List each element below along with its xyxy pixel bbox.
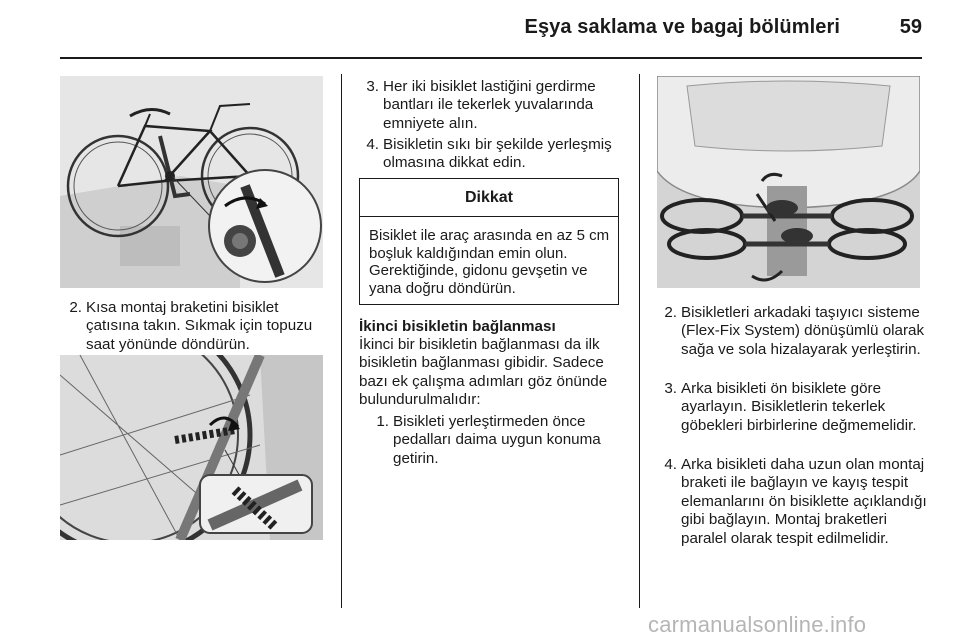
list-item-step-2: [60, 299, 330, 354]
figure-two-bikes-carrier: [657, 76, 920, 288]
list-number: 4.: [664, 456, 677, 473]
list-item-step-2: [655, 304, 930, 359]
list-number: 2.: [664, 304, 677, 321]
list-text: Her iki bisiklet lastiğini gerdirme bantları ile tekerlek yuvalarında emniyete alın.: [383, 78, 596, 132]
list-number: 1.: [376, 413, 389, 430]
list-number: 2.: [69, 299, 82, 316]
section-heading: İkinci bisikletin bağlanması: [359, 318, 556, 335]
notice-body: Bisiklet ile araç arasında en az 5 cm boşluk kaldığından emin olun. Gerektiğinde, gidonu gevşetin ve yana doğru döndürün.: [369, 227, 610, 297]
list-text: Kısa montaj braketini bisiklet çatısına takın. Sıkmak için topuzu saat yönünde döndürün.: [86, 299, 313, 353]
list-item-step-3: [357, 78, 627, 133]
list-number: 4.: [366, 136, 379, 153]
page-number: 59: [899, 16, 922, 38]
figure-wheel-strap: [60, 355, 323, 540]
column-divider-right: [639, 74, 640, 608]
list-text: Bisikleti yerleştirmeden önce pedalları daima uygun konuma getirin.: [393, 413, 601, 467]
notice-box: [359, 178, 619, 305]
list-text: Bisikletin sıkı bir şekilde yerleşmiş olmasına dikkat edin.: [383, 136, 612, 172]
page-title: Eşya saklama ve bagaj bölümleri: [524, 16, 840, 38]
figure-bike-mount-knob: [60, 76, 323, 288]
section-text: İkinci bir bisikletin bağlanması da ilk bisikletin bağlanması gibidir. Sadece bazı ek çalışma adımları göz önünde bulundurulmalıdır:: [359, 336, 608, 409]
column-divider-left: [341, 74, 342, 608]
watermark: carmanualsonline.info: [648, 612, 867, 637]
list-text: Arka bisikleti daha uzun olan montaj braketi ile bağlayın ve kayış tespit elemanlarını ön bisiklette açıklandığı gibi bağlayın. Montaj braketleri paralel olarak tespit edilmelidir.: [681, 456, 927, 547]
list-item-step-4: [357, 136, 627, 173]
notice-title: Dikkat: [360, 179, 618, 217]
list-item-step-3: [655, 380, 930, 435]
list-text: Arka bisikleti ön bisiklete göre ayarlayın. Bisikletlerin tekerlek göbekleri birbirlerine değmemelidir.: [681, 380, 917, 434]
list-item-step-4: [655, 456, 930, 548]
list-number: 3.: [366, 78, 379, 95]
list-number: 3.: [664, 380, 677, 397]
list-text: Bisikletleri arkadaki taşıyıcı sisteme (Flex-Fix System) dönüşümlü olarak sağa ve sola hizalayarak yerleştirin.: [681, 304, 925, 358]
list-item-substep-1: [367, 413, 629, 468]
header-rule: [60, 57, 922, 59]
